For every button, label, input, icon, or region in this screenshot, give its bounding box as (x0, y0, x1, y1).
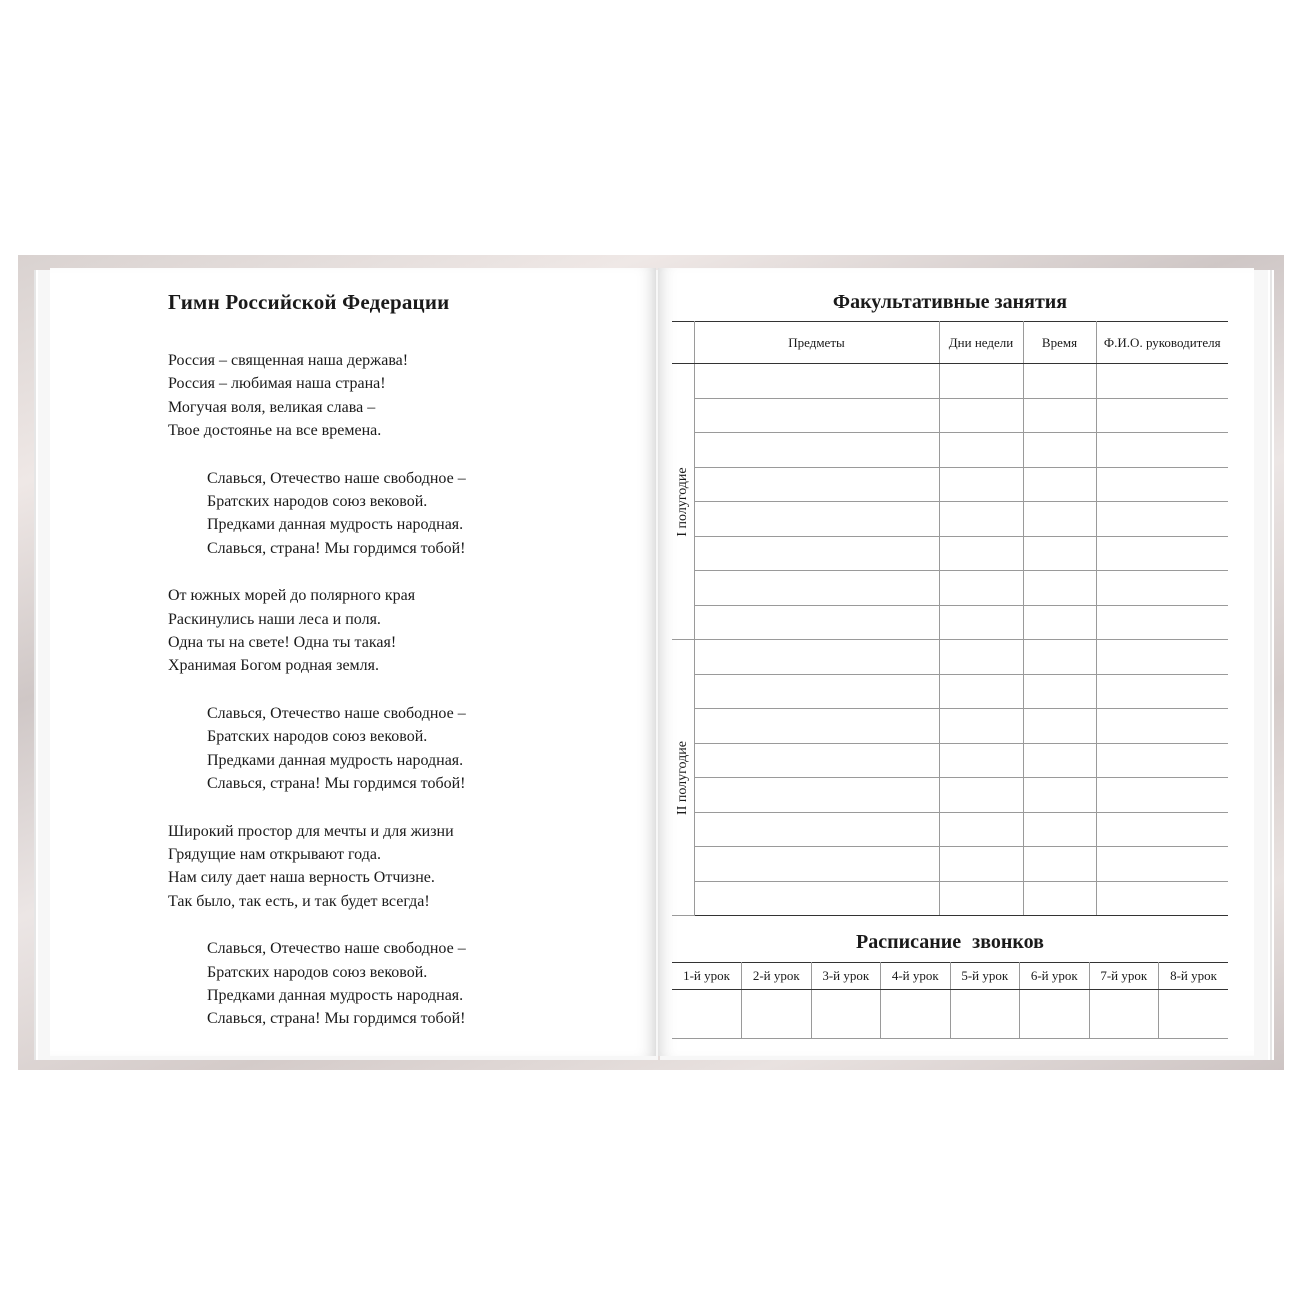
electives-cell[interactable] (939, 433, 1023, 468)
bell-lesson-header: 3-й урок (811, 963, 881, 990)
electives-cell[interactable] (1096, 536, 1228, 571)
electives-cell[interactable] (939, 640, 1023, 675)
anthem-line: Твое достоянье на все времена. (168, 421, 382, 439)
electives-row (672, 398, 1228, 433)
electives-cell[interactable] (1023, 812, 1096, 847)
anthem-line: Славься, Отечество наше свободное – (207, 469, 466, 487)
electives-row (672, 674, 1228, 709)
electives-cell[interactable] (939, 467, 1023, 502)
anthem-chorus (168, 467, 466, 560)
electives-cell[interactable] (1023, 778, 1096, 813)
electives-cell[interactable] (939, 605, 1023, 640)
electives-cell[interactable] (694, 605, 939, 640)
electives-cell[interactable] (1096, 709, 1228, 744)
anthem-line: Предками данная мудрость народная. (207, 516, 464, 534)
electives-cell[interactable] (694, 364, 939, 399)
bell-time-cell[interactable] (742, 990, 812, 1039)
electives-cell[interactable] (1096, 364, 1228, 399)
electives-cell[interactable] (1023, 398, 1096, 433)
anthem-line: Славься, страна! Мы гордимся тобой! (207, 774, 466, 792)
bell-schedule-table (672, 962, 1228, 1039)
electives-cell[interactable] (1023, 571, 1096, 606)
anthem-verse (168, 349, 466, 442)
electives-cell[interactable] (1096, 640, 1228, 675)
electives-cell[interactable] (1023, 674, 1096, 709)
anthem-verse (168, 820, 466, 913)
bell-lesson-header: 1-й урок (672, 963, 742, 990)
electives-cell[interactable] (1023, 467, 1096, 502)
electives-cell[interactable] (939, 364, 1023, 399)
bell-time-cell[interactable] (811, 990, 881, 1039)
electives-cell[interactable] (1023, 502, 1096, 537)
electives-row (672, 502, 1228, 537)
anthem-line: Одна ты на свете! Одна ты такая! (168, 633, 397, 651)
electives-cell[interactable] (1096, 812, 1228, 847)
electives-cell[interactable] (939, 778, 1023, 813)
bell-time-cell[interactable] (1020, 990, 1090, 1039)
electives-cell[interactable] (1023, 536, 1096, 571)
anthem-line: Братских народов союз вековой. (207, 728, 428, 746)
anthem-line: Предками данная мудрость народная. (207, 751, 464, 769)
anthem-text (168, 349, 466, 1055)
electives-cell[interactable] (939, 502, 1023, 537)
anthem-line: Братских народов союз вековой. (207, 492, 428, 510)
header-teacher: Ф.И.О. руководителя (1096, 322, 1228, 364)
electives-cell[interactable] (1096, 674, 1228, 709)
electives-cell[interactable] (694, 433, 939, 468)
electives-row (672, 812, 1228, 847)
electives-cell[interactable] (1023, 881, 1096, 916)
electives-cell[interactable] (694, 812, 939, 847)
anthem-title: Гимн Российской Федерации (168, 290, 450, 314)
electives-cell[interactable] (1023, 709, 1096, 744)
electives-cell[interactable] (694, 847, 939, 882)
electives-title: Факультативные занятия (832, 291, 1068, 313)
electives-row (672, 709, 1228, 744)
bell-lesson-header: 7-й урок (1089, 963, 1159, 990)
bell-time-cell[interactable] (1089, 990, 1159, 1039)
electives-cell[interactable] (1096, 467, 1228, 502)
electives-row (672, 364, 1228, 399)
electives-cell[interactable] (694, 467, 939, 502)
electives-cell[interactable] (1096, 847, 1228, 882)
electives-cell[interactable] (1023, 743, 1096, 778)
electives-cell[interactable] (939, 398, 1023, 433)
anthem-verse (168, 584, 466, 677)
anthem-line: Раскинулись наши леса и поля. (168, 610, 381, 628)
electives-cell[interactable] (694, 743, 939, 778)
electives-row (672, 778, 1228, 813)
electives-cell[interactable] (939, 709, 1023, 744)
bell-lesson-header: 5-й урок (950, 963, 1020, 990)
anthem-line: Предками данная мудрость народная. (207, 987, 464, 1005)
electives-cell[interactable] (1023, 640, 1096, 675)
electives-cell[interactable] (694, 571, 939, 606)
semester-cell (672, 364, 694, 640)
anthem-line: Братских народов союз вековой. (207, 963, 428, 981)
anthem-line: Славься, Отечество наше свободное – (207, 940, 466, 958)
bell-time-cell[interactable] (1159, 990, 1229, 1039)
electives-cell[interactable] (1096, 743, 1228, 778)
electives-row (672, 571, 1228, 606)
header-subjects: Предметы (694, 322, 939, 364)
anthem-line: Так было, так есть, и так будет всегда! (168, 892, 430, 910)
electives-cell[interactable] (939, 674, 1023, 709)
bell-time-cell[interactable] (950, 990, 1020, 1039)
electives-cell[interactable] (939, 743, 1023, 778)
bell-entry-row (672, 990, 1228, 1039)
semester-label: I полугодие (674, 466, 690, 537)
electives-cell[interactable] (1096, 778, 1228, 813)
bell-lesson-header: 2-й урок (742, 963, 812, 990)
electives-row (672, 881, 1228, 916)
anthem-chorus (168, 937, 466, 1030)
electives-table (672, 321, 1228, 916)
electives-header-row (672, 322, 1228, 364)
electives-cell[interactable] (1096, 881, 1228, 916)
semester-label: II полугодие (674, 740, 690, 815)
electives-cell[interactable] (694, 881, 939, 916)
anthem-line: Россия – священная наша держава! (168, 352, 409, 369)
electives-cell[interactable] (1023, 364, 1096, 399)
bell-header-row (672, 963, 1228, 990)
electives-cell[interactable] (694, 674, 939, 709)
anthem-line: Россия – любимая наша страна! (168, 375, 386, 393)
header-time: Время (1023, 322, 1096, 364)
anthem-line: Широкий простор для мечты и для жизни (168, 822, 454, 840)
electives-cell[interactable] (939, 881, 1023, 916)
electives-cell[interactable] (1096, 502, 1228, 537)
electives-cell[interactable] (1023, 605, 1096, 640)
electives-cell[interactable] (1023, 847, 1096, 882)
anthem-line: От южных морей до полярного края (168, 587, 416, 605)
electives-cell[interactable] (1096, 433, 1228, 468)
electives-cell[interactable] (1096, 605, 1228, 640)
bell-time-cell[interactable] (672, 990, 742, 1039)
header-semester (672, 322, 694, 364)
electives-cell[interactable] (694, 640, 939, 675)
electives-cell[interactable] (939, 847, 1023, 882)
electives-row (672, 433, 1228, 468)
anthem-line: Грядущие нам открывают года. (168, 846, 381, 864)
electives-cell[interactable] (694, 709, 939, 744)
electives-cell[interactable] (939, 812, 1023, 847)
electives-cell[interactable] (1023, 433, 1096, 468)
electives-row (672, 743, 1228, 778)
anthem-line: Славься, страна! Мы гордимся тобой! (207, 1010, 466, 1028)
bell-lesson-header: 8-й урок (1159, 963, 1229, 990)
semester-cell (672, 640, 694, 916)
electives-cell[interactable] (694, 778, 939, 813)
electives-cell[interactable] (1096, 398, 1228, 433)
electives-row (672, 640, 1228, 675)
bell-schedule-title: Расписание звонков (856, 931, 1044, 953)
electives-cell[interactable] (939, 536, 1023, 571)
electives-cell[interactable] (694, 398, 939, 433)
anthem-line: Славься, страна! Мы гордимся тобой! (207, 539, 466, 557)
bell-lesson-header: 6-й урок (1020, 963, 1090, 990)
anthem-line: Славься, Отечество наше свободное – (207, 705, 466, 723)
electives-row (672, 536, 1228, 571)
electives-cell[interactable] (694, 536, 939, 571)
anthem-chorus (168, 702, 466, 795)
electives-row (672, 467, 1228, 502)
anthem-line: Хранимая Богом родная земля. (168, 657, 380, 675)
electives-row (672, 605, 1228, 640)
electives-row (672, 847, 1228, 882)
bell-time-cell[interactable] (881, 990, 951, 1039)
electives-cell[interactable] (1096, 571, 1228, 606)
anthem-line: Нам силу дает наша верность Отчизне. (168, 869, 435, 887)
bell-lesson-header: 4-й урок (881, 963, 951, 990)
electives-cell[interactable] (694, 502, 939, 537)
electives-cell[interactable] (939, 571, 1023, 606)
header-weekdays: Дни недели (939, 322, 1023, 364)
anthem-line: Могучая воля, великая слава – (168, 398, 376, 416)
